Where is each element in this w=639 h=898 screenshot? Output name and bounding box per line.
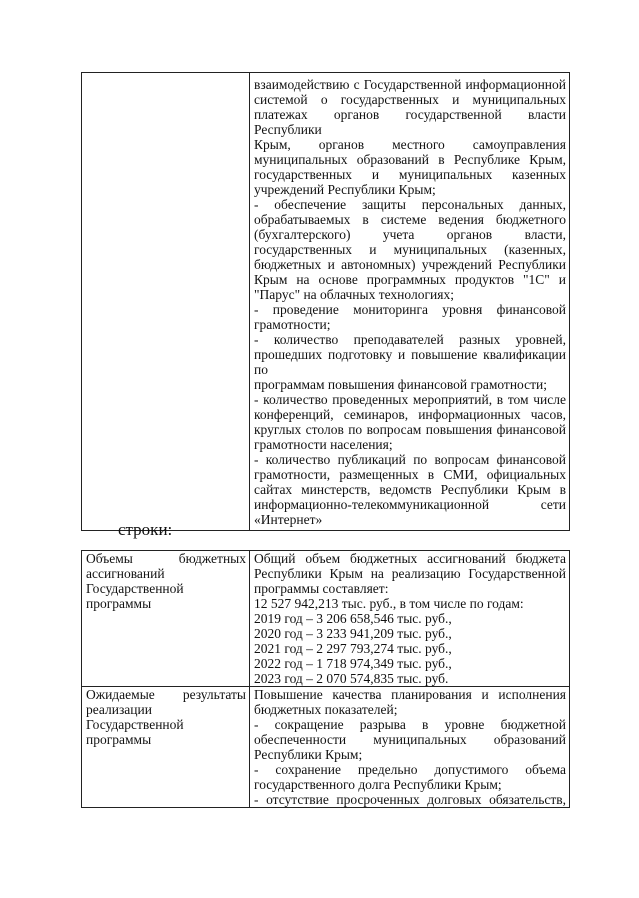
label-line: Государственной программы [86,717,184,747]
text-line: - количество проведенных мероприятий, в том числе [254,392,566,407]
value-line: Общий объем бюджетных ассигнований бюджета [254,551,566,566]
text-line: государственных и муниципальных казенных [254,167,566,182]
text-line: круглых столов по вопросам повышения финансовой [254,422,566,437]
label-line: реализации [86,702,152,717]
value-line: обеспеченности муниципальных образований [254,732,566,747]
value-line: Республики Крым; [254,747,363,762]
expected-results-label-cell [82,687,250,808]
value-line: бюджетных показателей; [254,702,398,717]
value-line: 2023 год – 2 070 574,835 тыс. руб. [254,671,449,686]
value-line: 12 527 942,213 тыс. руб., в том числе по годам: [254,596,524,611]
value-line: Повышение качества планирования и исполнения [254,687,566,702]
text-line: информационно-телекоммуникационной сети [254,497,566,512]
text-line: бюджетных и автономных) учреждений Республики [254,257,566,272]
label-line: Объемы бюджетных [86,551,246,566]
value-line: - отсутствие просроченных долговых обязательств, [254,792,566,807]
text-line: "Парус" на облачных технологиях; [254,287,454,302]
text-line: «Интернет» [254,512,323,527]
budget-volume-label-cell [82,551,250,687]
label-line: Ожидаемые результаты [86,687,246,702]
text-line: сайтах минстерств, ведомств Республики Крым в [254,482,566,497]
text-line: обрабатываемых в системе ведения бюджетного [254,212,566,227]
text-line: взаимодействию с Государственной информационной [254,77,566,92]
value-line: 2020 год – 3 233 941,209 тыс. руб., [254,626,452,641]
text-line: учреждений Республики Крым; [254,182,436,197]
table-row [82,687,570,808]
text-line: системой о государственных и муниципальных [254,92,566,107]
text-line: - количество преподавателей разных уровней, [254,332,566,347]
empty-label-cell [82,73,250,531]
table-row [82,551,570,687]
text-line: платежах органов государственной власти Республики [254,107,566,137]
value-line: государственного долга Республики Крым; [254,777,502,792]
text-line: грамотности, размещенных в СМИ, официальных [254,467,566,482]
expected-results-value-cell [250,687,570,808]
label-line: Государственной программы [86,581,184,611]
text-line: грамотности; [254,317,331,332]
label-line: ассигнований [86,566,165,581]
text-line: программам повышения финансовой грамотности; [254,377,548,392]
section-caption: строки: [118,520,173,539]
budget-volume-value-cell [250,551,570,687]
program-passport-table [81,550,570,808]
value-line: 2019 год – 3 206 658,546 тыс. руб., [254,611,452,626]
text-line: - обеспечение защиты персональных данных, [254,197,566,212]
text-line: грамотности населения; [254,437,393,452]
text-line: - количество публикаций по вопросам финансовой [254,452,566,467]
value-line: - сокращение разрыва в уровне бюджетной [254,717,566,732]
text-line: Крым на основе программных продуктов "1С" и [254,272,566,287]
text-line: государственных и муниципальных (казенных, [254,242,566,257]
value-line: программы составляет: [254,581,389,596]
indicators-cell [250,73,570,531]
text-line: (бухгалтерского) учета органов власти, [254,227,566,242]
text-line: прошедших подготовку и повышение квалификации по [254,347,566,377]
table-row [82,73,570,531]
value-line: - сохранение предельно допустимого объема [254,762,566,777]
text-line: муниципальных образований в Республике Крым, [254,152,566,167]
value-line: 2022 год – 1 718 974,349 тыс. руб., [254,656,452,671]
program-passport-table-continued [81,72,570,531]
text-line: конференций, семинаров, информационных часов, [254,407,566,422]
text-line: Крым, органов местного самоуправления [254,137,566,152]
value-line: Республики Крым на реализацию Государственной [254,566,566,581]
text-line: - проведение мониторинга уровня финансовой [254,302,566,317]
value-line: 2021 год – 2 297 793,274 тыс. руб., [254,641,452,656]
